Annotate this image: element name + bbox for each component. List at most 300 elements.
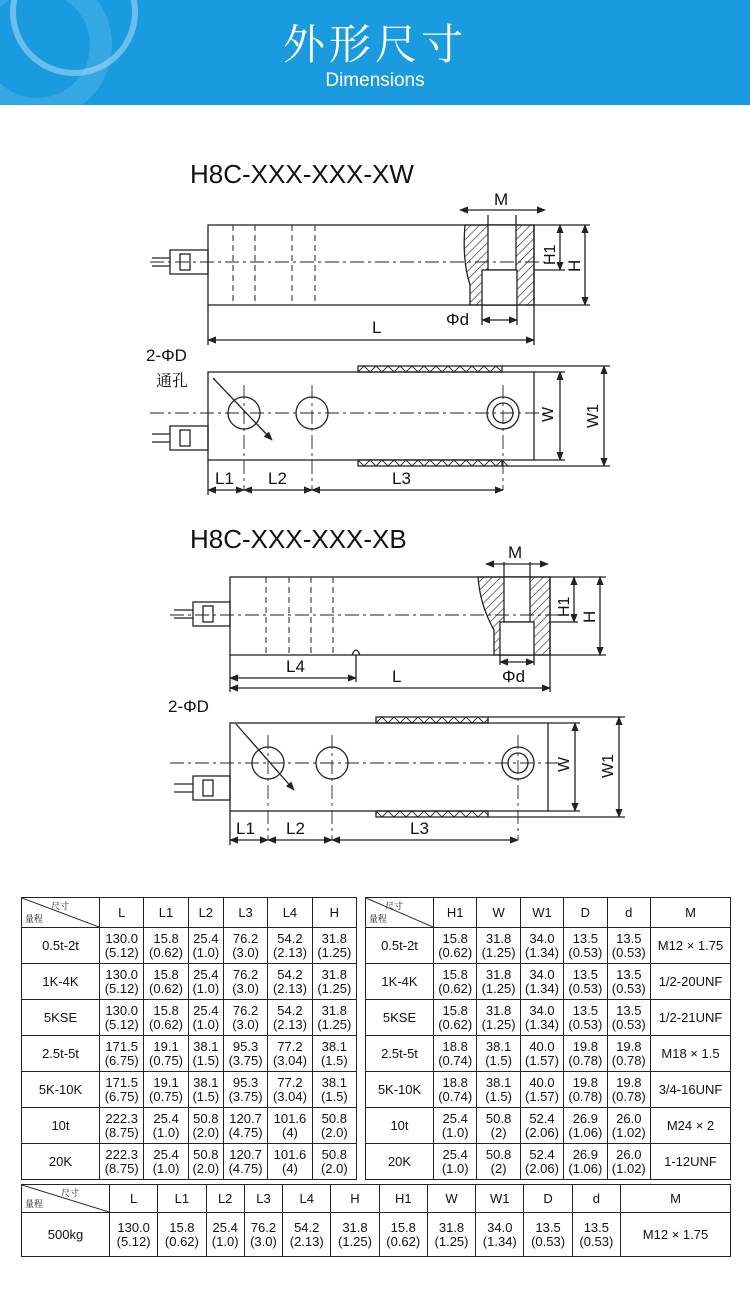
value-cell <box>312 928 356 964</box>
thread-cell: M18 × 1.5 <box>651 1036 731 1072</box>
value-cell <box>476 1213 524 1257</box>
value-cell <box>434 1072 477 1108</box>
value-inch: (1.57) <box>524 1088 559 1104</box>
value-mm: 40.0 <box>529 1038 555 1054</box>
value-cell <box>607 964 650 1000</box>
column-header: W1 <box>476 1185 524 1213</box>
xw-label-w: W <box>540 406 557 422</box>
corner-top-label: 尺寸 <box>50 901 69 911</box>
value-mm: 50.8 <box>485 1110 512 1126</box>
value-mm: 76.2 <box>232 930 259 946</box>
value-mm: 34.0 <box>529 966 555 982</box>
value-mm: 13.5 <box>616 966 642 982</box>
value-cell <box>312 1108 356 1144</box>
thread-cell: 1-12UNF <box>651 1144 731 1180</box>
value-cell <box>434 928 477 964</box>
value-mm: 13.5 <box>572 966 599 982</box>
value-inch: (2.13) <box>272 944 307 960</box>
column-header: M <box>651 898 731 928</box>
xw-label-hole: 2-ΦD <box>146 346 187 365</box>
value-mm: 13.5 <box>616 1002 642 1018</box>
column-header: L2 <box>206 1185 244 1213</box>
value-inch: (1.25) <box>338 1233 372 1249</box>
value-inch: (6.75) <box>104 1052 139 1068</box>
value-cell <box>520 928 563 964</box>
table-corner <box>22 898 100 928</box>
value-mm: 15.8 <box>390 1219 416 1235</box>
value-mm: 15.8 <box>153 1002 179 1018</box>
table-row <box>366 928 731 964</box>
value-inch: (4) <box>281 1160 298 1176</box>
value-inch: (0.53) <box>611 944 646 960</box>
value-cell <box>223 1036 267 1072</box>
value-cell <box>100 1000 144 1036</box>
value-inch: (1.0) <box>441 1124 469 1140</box>
value-cell <box>434 1000 477 1036</box>
value-mm: 54.2 <box>277 930 303 946</box>
range-cell: 500kg <box>22 1213 110 1257</box>
value-cell <box>144 964 188 1000</box>
value-cell <box>223 1000 267 1036</box>
corner-bottom-label: 量程 <box>25 1199 44 1209</box>
value-cell <box>100 1108 144 1144</box>
value-inch: (2) <box>490 1124 507 1140</box>
value-cell <box>379 1213 427 1257</box>
table-row <box>366 1108 731 1144</box>
value-mm: 26.9 <box>572 1146 599 1162</box>
value-inch: (4.75) <box>228 1160 263 1176</box>
table-row <box>22 1036 357 1072</box>
xb-top-view <box>168 697 625 845</box>
thread-cell: M24 × 2 <box>651 1108 731 1144</box>
value-mm: 31.8 <box>438 1219 465 1235</box>
table-row <box>22 1213 731 1257</box>
value-cell <box>520 1144 563 1180</box>
value-cell <box>312 1144 356 1180</box>
value-mm: 52.4 <box>529 1110 555 1126</box>
value-inch: (0.78) <box>568 1088 603 1104</box>
value-mm: 25.4 <box>153 1110 179 1126</box>
value-inch: (3.04) <box>272 1088 307 1104</box>
xw-label-through: 通孔 <box>156 371 189 390</box>
value-inch: (1.34) <box>482 1233 517 1249</box>
value-mm: 25.4 <box>442 1146 468 1162</box>
value-mm: 25.4 <box>193 1002 219 1018</box>
corner-top-label: 尺寸 <box>384 901 403 911</box>
value-mm: 76.2 <box>232 1002 259 1018</box>
value-cell <box>223 928 267 964</box>
value-mm: 19.1 <box>153 1074 179 1090</box>
value-inch: (1.25) <box>317 1016 352 1032</box>
range-cell: 5K-10K <box>366 1072 434 1108</box>
value-mm: 15.8 <box>442 1002 468 1018</box>
dimensions-table-500kg <box>21 1184 731 1257</box>
value-inch: (4) <box>281 1124 298 1140</box>
value-mm: 50.8 <box>485 1146 512 1162</box>
value-mm: 13.5 <box>583 1219 609 1235</box>
column-header: L4 <box>283 1185 331 1213</box>
value-inch: (5.12) <box>104 980 139 996</box>
value-mm: 95.3 <box>232 1038 259 1054</box>
dimensions-table-2 <box>365 897 731 1180</box>
value-cell <box>477 928 520 964</box>
xw-label-phi-d: Φd <box>446 310 470 329</box>
xb-label-phi-d: Φd <box>502 667 526 686</box>
value-cell <box>144 928 188 964</box>
value-mm: 18.8 <box>442 1038 468 1054</box>
column-header: D <box>524 1185 572 1213</box>
value-cell <box>477 1144 520 1180</box>
value-inch: (1.5) <box>485 1088 512 1104</box>
value-inch: (0.75) <box>149 1052 184 1068</box>
column-header: H1 <box>434 898 477 928</box>
value-inch: (3.0) <box>250 1233 277 1249</box>
value-inch: (0.74) <box>438 1088 473 1104</box>
value-inch: (4.75) <box>228 1124 263 1140</box>
value-cell <box>477 1072 520 1108</box>
corner-bottom-label: 量程 <box>25 914 44 924</box>
range-cell: 2.5t-5t <box>22 1036 100 1072</box>
value-inch: (0.53) <box>568 944 603 960</box>
value-inch: (0.75) <box>149 1088 184 1104</box>
value-cell <box>283 1213 331 1257</box>
column-header: D <box>564 898 607 928</box>
value-cell <box>223 1072 267 1108</box>
xb-label-l3: L3 <box>410 819 429 838</box>
xw-label-w1: W1 <box>585 404 602 428</box>
corner-top-label: 尺寸 <box>60 1188 79 1198</box>
value-inch: (3.75) <box>228 1052 263 1068</box>
value-inch: (1.06) <box>568 1124 603 1140</box>
column-header: L3 <box>244 1185 282 1213</box>
xb-label-hole: 2-ΦD <box>168 697 209 716</box>
value-inch: (0.62) <box>386 1233 421 1249</box>
value-mm: 54.2 <box>277 1002 303 1018</box>
value-cell <box>607 1108 650 1144</box>
value-cell <box>188 1108 223 1144</box>
column-header: M <box>621 1185 731 1213</box>
value-mm: 15.8 <box>442 966 468 982</box>
value-inch: (2) <box>490 1160 507 1176</box>
value-cell <box>268 928 312 964</box>
value-mm: 34.0 <box>529 1002 555 1018</box>
xw-label-m: M <box>494 190 509 209</box>
xb-label-m: M <box>508 543 523 562</box>
xw-label-h: H <box>565 259 584 272</box>
value-mm: 25.4 <box>442 1110 468 1126</box>
value-inch: (0.53) <box>611 1016 646 1032</box>
value-inch: (1.5) <box>192 1088 220 1104</box>
xw-label-l1: L1 <box>215 469 234 488</box>
value-cell <box>188 1144 223 1180</box>
table-row <box>22 1108 357 1144</box>
value-cell <box>268 1036 312 1072</box>
column-header: L <box>110 1185 158 1213</box>
value-inch: (1.0) <box>441 1160 469 1176</box>
value-mm: 19.8 <box>572 1074 599 1090</box>
value-inch: (1.02) <box>611 1124 646 1140</box>
value-cell <box>427 1213 475 1257</box>
column-header: H <box>312 898 356 928</box>
value-mm: 76.2 <box>250 1219 277 1235</box>
value-inch: (1.5) <box>485 1052 512 1068</box>
value-cell <box>520 1108 563 1144</box>
value-cell <box>100 1072 144 1108</box>
value-mm: 25.4 <box>193 930 219 946</box>
xb-side-view <box>170 524 606 692</box>
xb-model-label: H8C-XXX-XXX-XB <box>190 524 407 554</box>
value-cell <box>188 964 223 1000</box>
value-inch: (5.12) <box>104 1016 139 1032</box>
value-cell <box>144 1072 188 1108</box>
dimensions-table-1 <box>21 897 357 1180</box>
value-cell <box>564 928 607 964</box>
xb-label-h1: H1 <box>556 596 573 617</box>
value-mm: 25.4 <box>153 1146 179 1162</box>
value-cell <box>607 1036 650 1072</box>
value-mm: 31.8 <box>485 930 512 946</box>
value-inch: (0.62) <box>438 1016 473 1032</box>
value-cell <box>158 1213 206 1257</box>
value-mm: 15.8 <box>169 1219 195 1235</box>
value-inch: (0.53) <box>611 980 646 996</box>
value-inch: (1.57) <box>524 1052 559 1068</box>
range-cell: 0.5t-2t <box>22 928 100 964</box>
value-inch: (1.0) <box>211 1233 239 1249</box>
xw-label-l: L <box>372 318 382 337</box>
xb-label-l4: L4 <box>286 657 305 676</box>
xw-model-label: H8C-XXX-XXX-XW <box>190 159 414 189</box>
value-inch: (1.0) <box>192 944 220 960</box>
value-mm: 101.6 <box>273 1110 307 1126</box>
column-header: L2 <box>188 898 223 928</box>
value-cell <box>100 928 144 964</box>
value-inch: (3.04) <box>272 1052 307 1068</box>
value-inch: (2.06) <box>524 1124 559 1140</box>
value-mm: 171.5 <box>105 1074 138 1090</box>
value-mm: 13.5 <box>572 1002 599 1018</box>
value-inch: (1.0) <box>152 1160 180 1176</box>
value-cell <box>144 1036 188 1072</box>
value-cell <box>244 1213 282 1257</box>
value-mm: 171.5 <box>105 1038 138 1054</box>
value-cell <box>188 1072 223 1108</box>
value-mm: 130.0 <box>117 1219 150 1235</box>
value-cell <box>268 964 312 1000</box>
range-cell: 5KSE <box>366 1000 434 1036</box>
value-cell <box>188 1036 223 1072</box>
value-inch: (2.0) <box>320 1160 348 1176</box>
value-cell <box>434 1144 477 1180</box>
column-header: W <box>477 898 520 928</box>
page-title: 外形尺寸 <box>282 20 467 69</box>
value-mm: 38.1 <box>321 1038 347 1054</box>
value-cell <box>312 1000 356 1036</box>
value-inch: (1.5) <box>320 1088 348 1104</box>
column-header: L3 <box>223 898 267 928</box>
table-row <box>22 928 357 964</box>
range-cell: 5K-10K <box>22 1072 100 1108</box>
value-mm: 15.8 <box>442 930 468 946</box>
value-cell <box>434 964 477 1000</box>
header-banner <box>0 0 750 105</box>
value-mm: 31.8 <box>342 1219 368 1235</box>
column-header: d <box>607 898 650 928</box>
table-row <box>22 1000 357 1036</box>
corner-bottom-label: 量程 <box>369 914 388 924</box>
value-mm: 38.1 <box>485 1074 512 1090</box>
value-mm: 19.8 <box>572 1038 599 1054</box>
value-inch: (1.06) <box>568 1160 603 1176</box>
value-inch: (2.0) <box>320 1124 348 1140</box>
value-mm: 50.8 <box>193 1146 219 1162</box>
value-mm: 34.0 <box>487 1219 513 1235</box>
xw-top-view <box>146 346 610 495</box>
value-mm: 77.2 <box>277 1074 303 1090</box>
value-inch: (3.75) <box>228 1088 263 1104</box>
value-cell <box>564 1000 607 1036</box>
value-inch: (2.0) <box>192 1160 220 1176</box>
value-inch: (0.78) <box>611 1052 646 1068</box>
value-cell <box>312 1036 356 1072</box>
range-cell: 10t <box>22 1108 100 1144</box>
table-row <box>366 1144 731 1180</box>
value-cell <box>144 1144 188 1180</box>
column-header: L1 <box>158 1185 206 1213</box>
value-inch: (1.25) <box>481 944 516 960</box>
value-mm: 54.2 <box>277 966 303 982</box>
value-cell <box>564 1108 607 1144</box>
value-inch: (1.02) <box>611 1160 646 1176</box>
value-mm: 54.2 <box>294 1219 320 1235</box>
range-cell: 5KSE <box>22 1000 100 1036</box>
value-mm: 120.7 <box>229 1146 262 1162</box>
value-cell <box>607 928 650 964</box>
value-inch: (1.25) <box>317 980 352 996</box>
thread-cell: 1/2-21UNF <box>651 1000 731 1036</box>
value-mm: 13.5 <box>616 930 642 946</box>
value-inch: (0.53) <box>568 1016 603 1032</box>
value-cell <box>434 1036 477 1072</box>
value-cell <box>607 1072 650 1108</box>
value-inch: (0.62) <box>149 980 184 996</box>
value-inch: (0.62) <box>438 944 473 960</box>
column-header: H1 <box>379 1185 427 1213</box>
value-cell <box>268 1144 312 1180</box>
value-cell <box>607 1144 650 1180</box>
value-mm: 15.8 <box>153 966 179 982</box>
value-inch: (1.25) <box>434 1233 469 1249</box>
value-cell <box>312 1072 356 1108</box>
value-inch: (1.25) <box>317 944 352 960</box>
value-mm: 50.8 <box>321 1110 347 1126</box>
value-cell <box>607 1000 650 1036</box>
value-mm: 19.1 <box>153 1038 179 1054</box>
value-mm: 120.7 <box>229 1110 262 1126</box>
value-mm: 101.6 <box>273 1146 307 1162</box>
value-mm: 38.1 <box>193 1038 219 1054</box>
value-cell <box>564 1144 607 1180</box>
value-inch: (6.75) <box>104 1088 139 1104</box>
table-corner <box>366 898 434 928</box>
value-inch: (2.13) <box>272 1016 307 1032</box>
value-cell <box>572 1213 620 1257</box>
value-mm: 38.1 <box>321 1074 347 1090</box>
value-inch: (0.62) <box>164 1233 199 1249</box>
table-row <box>366 964 731 1000</box>
column-header: L4 <box>268 898 312 928</box>
value-cell <box>520 1000 563 1036</box>
value-cell <box>188 928 223 964</box>
range-cell: 1K-4K <box>22 964 100 1000</box>
value-cell <box>434 1108 477 1144</box>
value-cell <box>100 964 144 1000</box>
value-inch: (0.62) <box>149 944 184 960</box>
value-mm: 76.2 <box>232 966 259 982</box>
value-cell <box>100 1036 144 1072</box>
column-header: W1 <box>520 898 563 928</box>
column-header: H <box>331 1185 379 1213</box>
xw-label-h1: H1 <box>542 244 559 265</box>
value-inch: (8.75) <box>104 1124 139 1140</box>
value-inch: (1.34) <box>524 980 559 996</box>
value-inch: (1.25) <box>481 1016 516 1032</box>
value-inch: (8.75) <box>104 1160 139 1176</box>
xb-label-l2: L2 <box>286 819 305 838</box>
value-mm: 40.0 <box>529 1074 555 1090</box>
page-subtitle: Dimensions <box>325 70 425 91</box>
value-inch: (1.5) <box>192 1052 220 1068</box>
column-header: L1 <box>144 898 188 928</box>
value-mm: 38.1 <box>193 1074 219 1090</box>
column-header: L <box>100 898 144 928</box>
value-mm: 13.5 <box>535 1219 561 1235</box>
table-row <box>22 1072 357 1108</box>
value-inch: (1.5) <box>320 1052 348 1068</box>
value-inch: (2.0) <box>192 1124 220 1140</box>
value-cell <box>477 1036 520 1072</box>
table-row <box>366 1036 731 1072</box>
value-inch: (1.34) <box>524 1016 559 1032</box>
value-mm: 18.8 <box>442 1074 468 1090</box>
value-cell <box>524 1213 572 1257</box>
dimension-drawings <box>0 105 750 880</box>
value-mm: 222.3 <box>105 1146 138 1162</box>
range-cell: 1K-4K <box>366 964 434 1000</box>
xw-label-l3: L3 <box>392 469 411 488</box>
value-cell <box>520 1036 563 1072</box>
value-inch: (1.0) <box>192 980 220 996</box>
value-inch: (0.53) <box>579 1233 614 1249</box>
value-mm: 130.0 <box>105 930 138 946</box>
value-mm: 31.8 <box>321 966 347 982</box>
xb-label-w1: W1 <box>600 754 617 778</box>
value-mm: 25.4 <box>212 1219 238 1235</box>
xb-label-h: H <box>580 610 599 623</box>
value-inch: (1.0) <box>192 1016 220 1032</box>
value-mm: 31.8 <box>485 966 512 982</box>
thread-cell: M12 × 1.75 <box>651 928 731 964</box>
value-cell <box>268 1108 312 1144</box>
value-cell <box>268 1000 312 1036</box>
value-cell <box>206 1213 244 1257</box>
value-cell <box>564 1036 607 1072</box>
value-inch: (3.0) <box>232 944 259 960</box>
value-mm: 130.0 <box>105 1002 138 1018</box>
xb-label-l1: L1 <box>236 819 255 838</box>
value-mm: 38.1 <box>485 1038 512 1054</box>
value-inch: (0.53) <box>568 980 603 996</box>
